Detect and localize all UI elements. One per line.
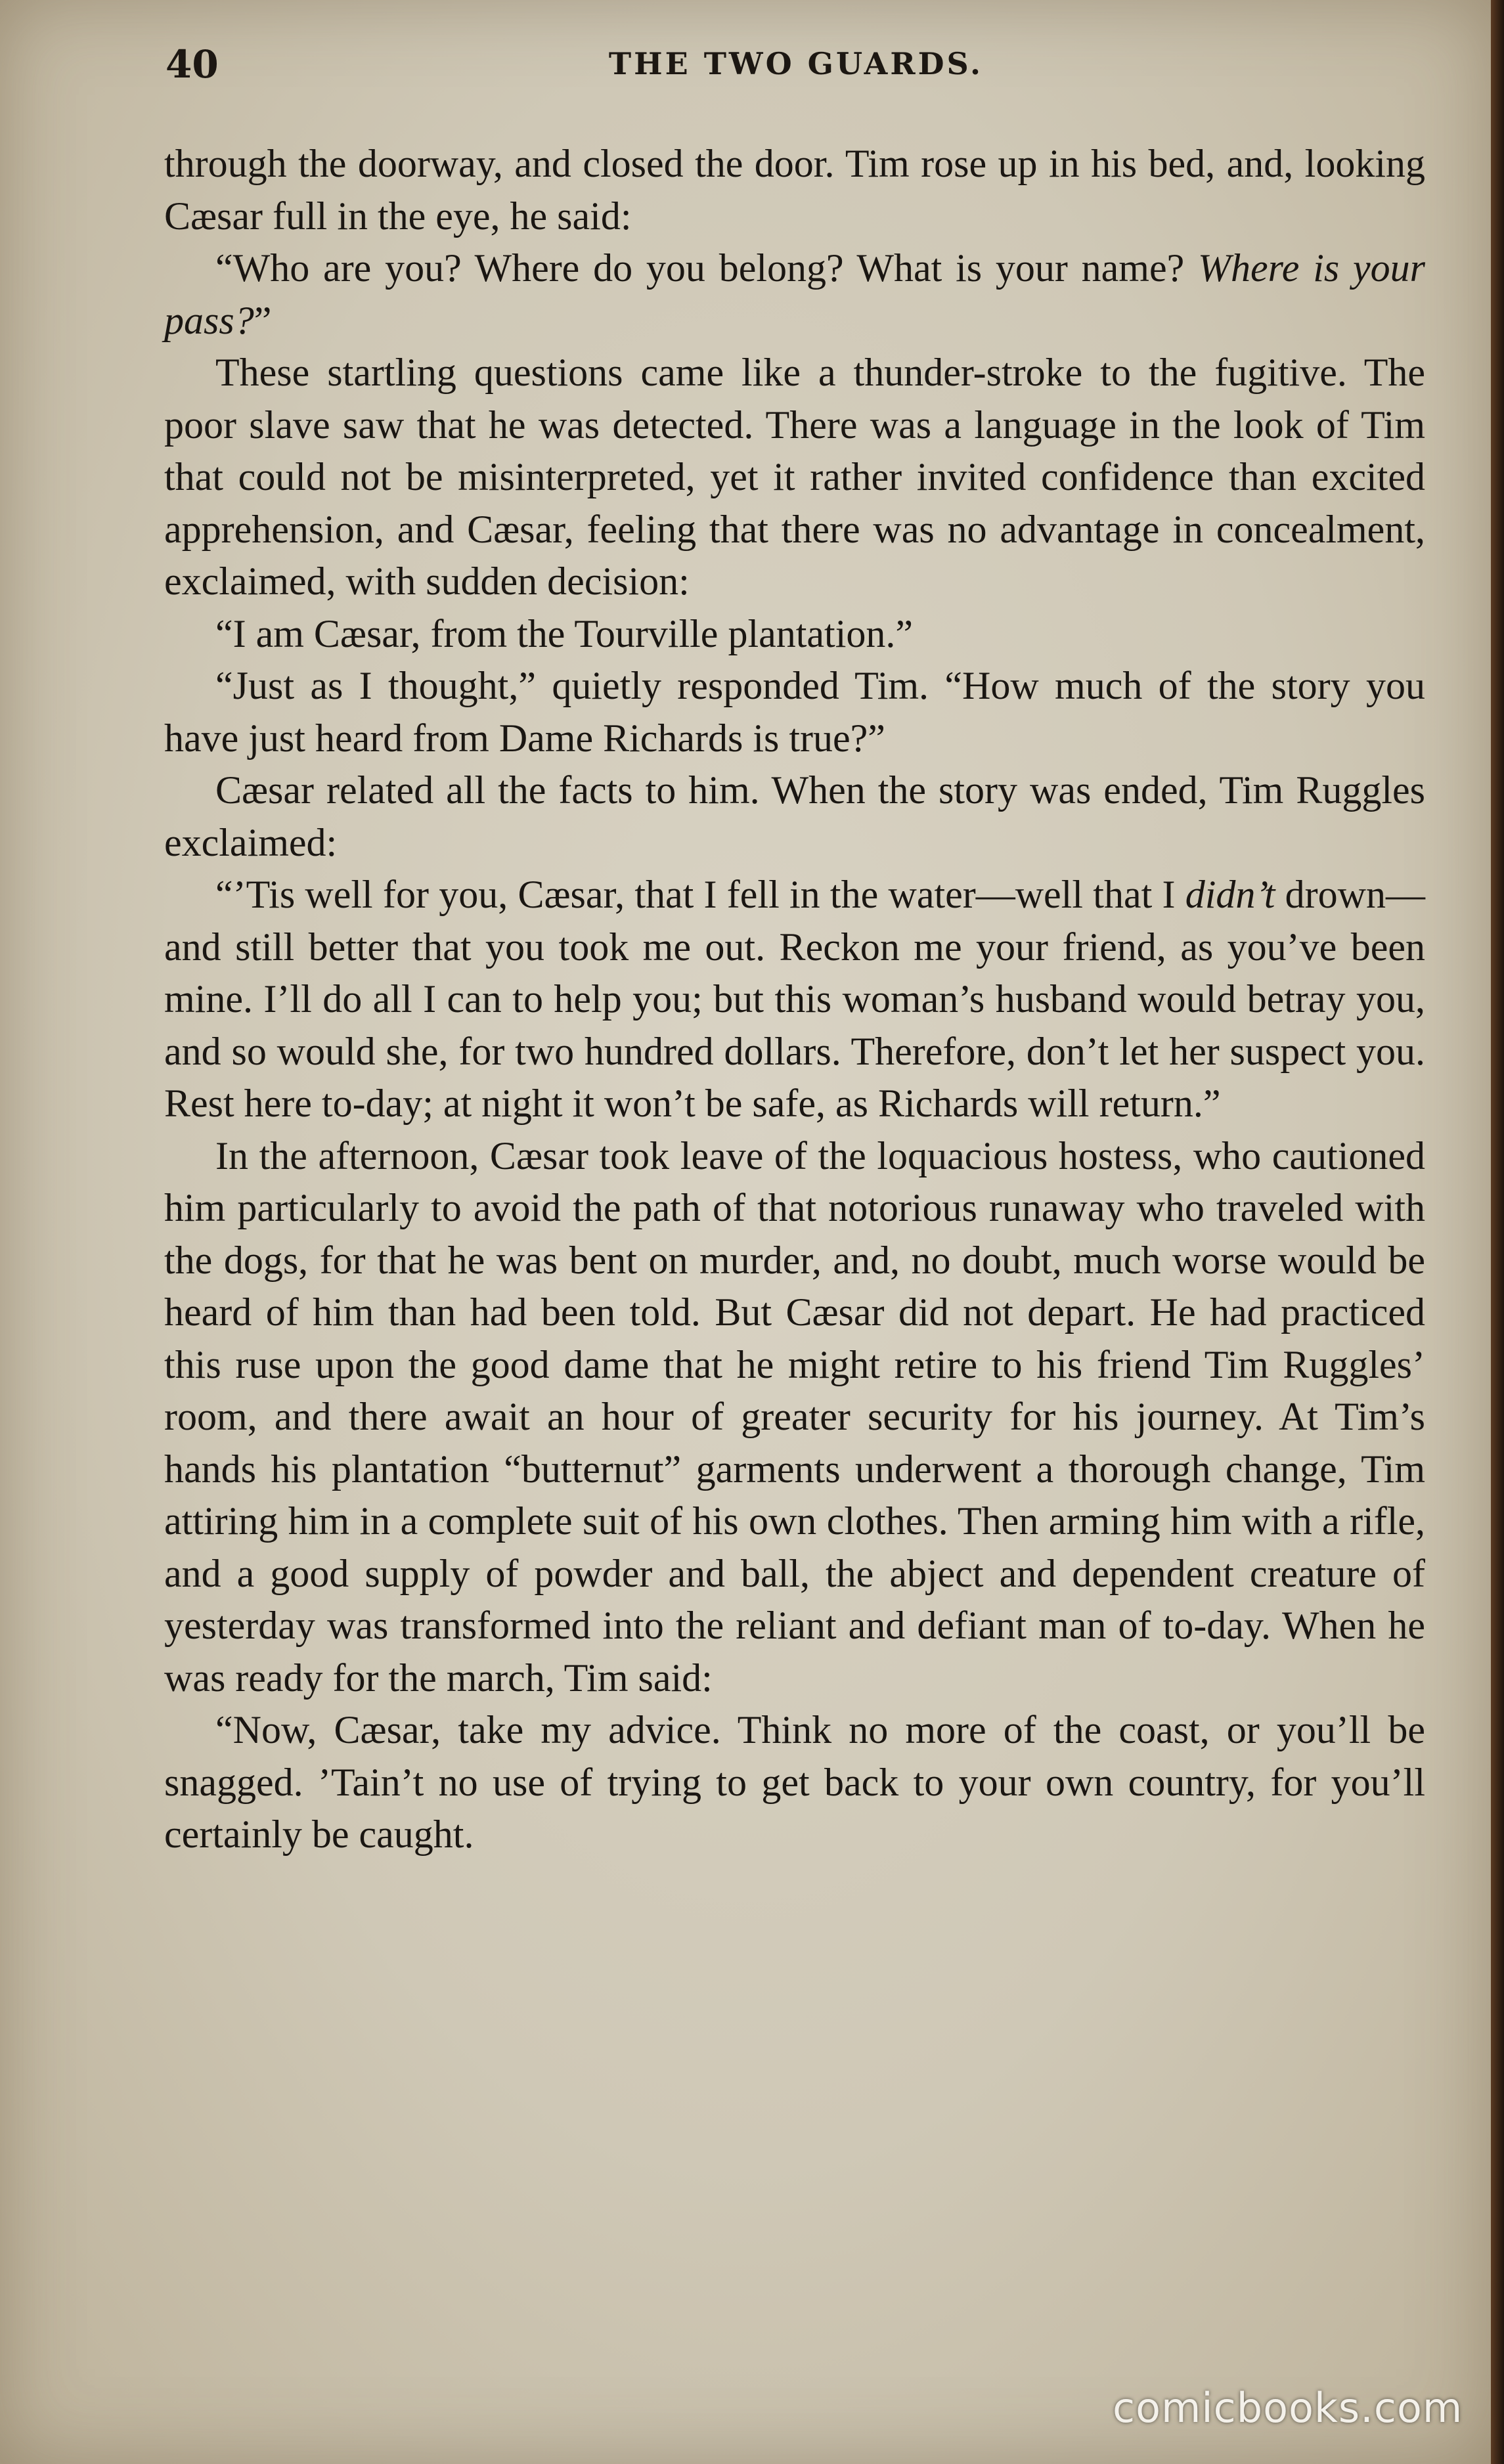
page-edge (1491, 0, 1504, 2464)
paragraph (164, 869, 1425, 1130)
paragraph (164, 242, 1425, 347)
text-run: “Now, Cæsar, take my advice. Think no more of the coast, or you’ll be snagged. ’Tain’t no use of trying to get back to your own country, for you’ll certainly be caught. (164, 1708, 1425, 1856)
text-run: Cæsar related all the facts to him. When the story was ended, Tim Ruggles exclaimed: (164, 768, 1425, 864)
paragraph (164, 1704, 1425, 1861)
paragraph (164, 608, 1425, 661)
text-run: ” (254, 298, 272, 342)
text-run: These startling questions came like a thunder-stroke to the fugitive. The poor slave saw that he was detected. There was a language in the look of Tim that could not be misinterpreted, yet it rather invited confidence than excited apprehension, and Cæsar, feeling that there was no advantage in concealment, exclaimed, with sudden decision: (164, 351, 1425, 603)
text-run: “Who are you? Where do you belong? What is your name? (215, 246, 1199, 290)
text-run: drown—and still better that you took me out. Reckon me your friend, as you’ve been mine. I’ll do all I can to help you; but this woman’s husband would betray you, and so would she, for two hundred dollars. Therefore, don’t let her suspect you. Rest here to-day; at night it won’t be safe, as Richards will return.” (164, 873, 1425, 1125)
watermark-logo: comicbooks.com (1113, 2384, 1463, 2432)
running-title: THE TWO GUARDS. (608, 46, 984, 81)
text-run: “I am Cæsar, from the Tourville plantation.” (215, 611, 914, 655)
body-text (164, 138, 1425, 1861)
page-header (166, 42, 1427, 95)
paragraph (164, 1130, 1425, 1705)
italic-text: Where is your pass? (164, 246, 1425, 342)
page-number: 40 (166, 42, 219, 87)
text-run: “Just as I thought,” quietly responded Tim. “How much of the story you have just heard from Dame Richards is true?” (164, 664, 1425, 760)
italic-text: didn’t (1185, 873, 1275, 916)
paragraph (164, 660, 1425, 764)
text-run: “’Tis well for you, Cæsar, that I fell in the water—well that I (215, 873, 1185, 916)
paragraph (164, 764, 1425, 869)
text-run: In the afternoon, Cæsar took leave of the loquacious hostess, who cautioned him particularly to avoid the path of that notorious runaway who traveled with the dogs, for that he was bent on murder, and, no doubt, much worse would be heard of him than had been told. But Cæsar did not depart. He had practiced this ruse upon the good dame that he might retire to his friend Tim Ruggles’ room, and there await an hour of greater security for his journey. At Tim’s hands his plantation “butternut” garments underwent a thorough change, Tim attiring him in a complete suit of his own clothes. Then arming him with a rifle, and a good supply of powder and ball, the abject and dependent creature of yesterday was transformed into the reliant and defiant man of to-day. When he was ready for the march, Tim said: (164, 1133, 1425, 1700)
text-run: through the doorway, and closed the door. Tim rose up in his bed, and, looking Cæsar full in the eye, he said: (164, 142, 1425, 238)
paragraph (164, 138, 1425, 242)
paragraph (164, 347, 1425, 608)
